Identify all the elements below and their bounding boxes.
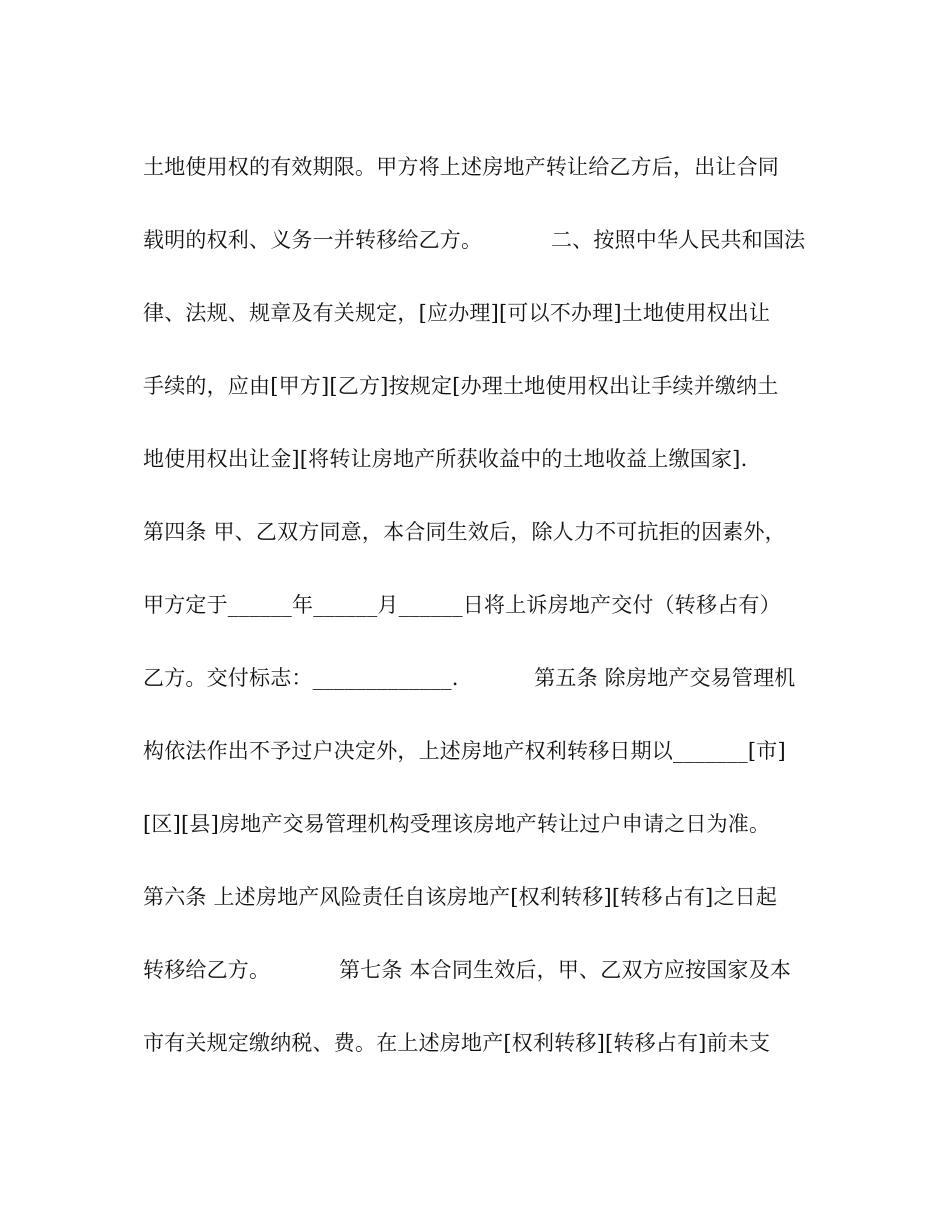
text-line: 手续的，应由[甲方][乙方]按规定[办理土地使用权出让手续并缴纳土 [143,374,779,398]
text-line: 甲方定于______年______月______日将上诉房地产交付（转移占有） [143,593,781,617]
text-line: 乙方。交付标志：_____________. 第五条 除房地产交易管理机 [143,666,796,690]
text-line: 第四条 甲、乙双方同意，本合同生效后，除人力不可抗拒的因素外， [143,520,786,544]
text-line: [区][县]房地产交易管理机构受理该房地产转让过户申请之日为准。 [143,812,771,836]
text-line: 土地使用权的有效期限。甲方将上述房地产转让给乙方后，出让合同 [143,155,779,179]
text-line: 地使用权出让金][将转让房地产所获收益中的土地收益上缴国家]. [143,447,748,471]
text-line: 载明的权利、义务一并转移给乙方。 二、按照中华人民共和国法 [143,228,806,252]
contract-body-text [143,138,823,1073]
text-line: 构依法作出不予过户决定外，上述房地产权利转移日期以_______[市] [143,739,786,763]
text-line: 第六条 上述房地产风险责任自该房地产[权利转移][转移占有]之日起 [143,885,778,909]
text-line: 律、法规、规章及有关规定，[应办理][可以不办理]土地使用权出让 [143,301,771,325]
text-line: 市有关规定缴纳税、费。在上述房地产[权利转移][转移占有]前未支 [143,1031,771,1055]
text-line: 转移给乙方。 第七条 本合同生效后，甲、乙双方应按国家及本 [143,958,792,982]
